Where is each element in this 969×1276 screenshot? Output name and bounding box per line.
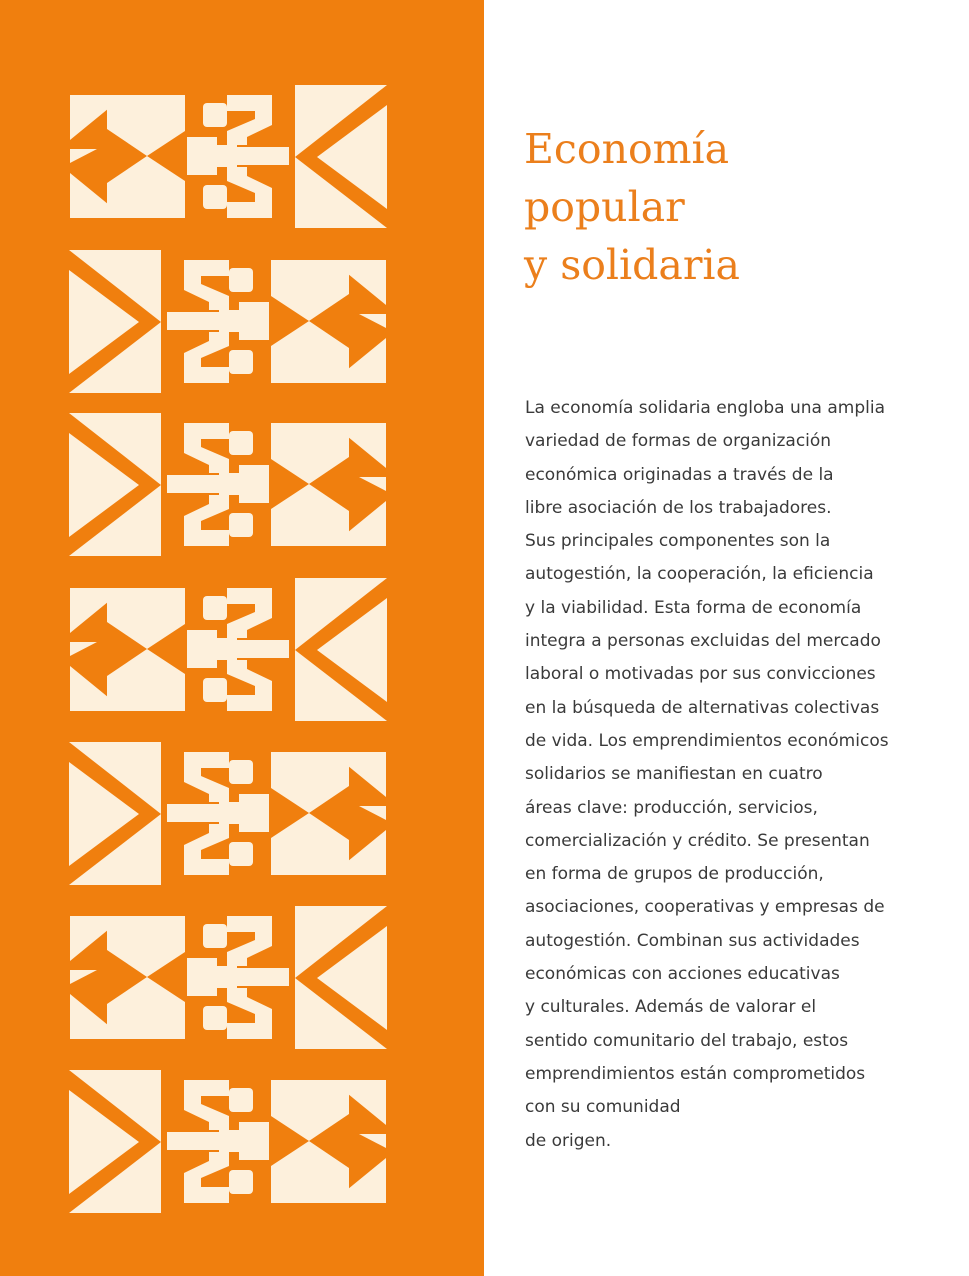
body-line: de vida. Los emprendimientos económicos — [525, 730, 889, 751]
body-line: y culturales. Además de valorar el — [525, 997, 817, 1018]
body-line: de origen. — [525, 1130, 612, 1151]
cross-ornament-icon — [67, 85, 389, 228]
body-line: sentido comunitario del trabajo, estos — [525, 1030, 849, 1051]
cross-ornament-icon — [67, 578, 389, 721]
body-line: variedad de formas de organización — [525, 431, 832, 452]
text-panel — [484, 0, 969, 1276]
body-line: con su comunidad — [525, 1097, 681, 1118]
body-line: asociaciones, cooperativas y empresas de — [525, 897, 885, 918]
title-line: Economía — [524, 125, 730, 173]
body-line: autogestión, la cooperación, la eficiencia — [525, 564, 874, 585]
body-line: comercialización y crédito. Se presentan — [525, 830, 870, 851]
decorative-panel — [0, 0, 484, 1276]
page-title — [524, 120, 954, 294]
cross-ornament-icon — [67, 742, 389, 885]
body-line: emprendimientos están comprometidos — [525, 1063, 866, 1084]
body-line: La economía solidaria engloba una amplia — [525, 398, 885, 418]
cross-ornament-icon — [67, 1070, 389, 1213]
body-line: económica originadas a través de la — [525, 464, 834, 485]
body-line: autogestión. Combinan sus actividades — [525, 930, 860, 951]
body-line: áreas clave: producción, servicios, — [525, 797, 818, 818]
body-line: económicas con acciones educativas — [525, 964, 840, 985]
body-line: laboral o motivadas por sus convicciones — [525, 664, 876, 685]
cross-ornament-icon — [67, 250, 389, 393]
body-line: integra a personas excluidas del mercado — [525, 631, 881, 652]
title-line: y solidaria — [524, 241, 740, 289]
body-paragraph — [525, 392, 965, 1158]
body-line: solidarios se manifiestan en cuatro — [525, 764, 823, 785]
body-line: y la viabilidad. Esta forma de economía — [525, 597, 862, 618]
body-line: en la búsqueda de alternativas colectivas — [525, 697, 880, 718]
body-line: Sus principales componentes son la — [525, 531, 831, 552]
body-line: libre asociación de los trabajadores. — [525, 497, 832, 518]
cross-ornament-icon — [67, 413, 389, 556]
title-line: popular — [524, 183, 685, 231]
cross-ornament-icon — [67, 906, 389, 1049]
body-line: en forma de grupos de producción, — [525, 864, 824, 885]
